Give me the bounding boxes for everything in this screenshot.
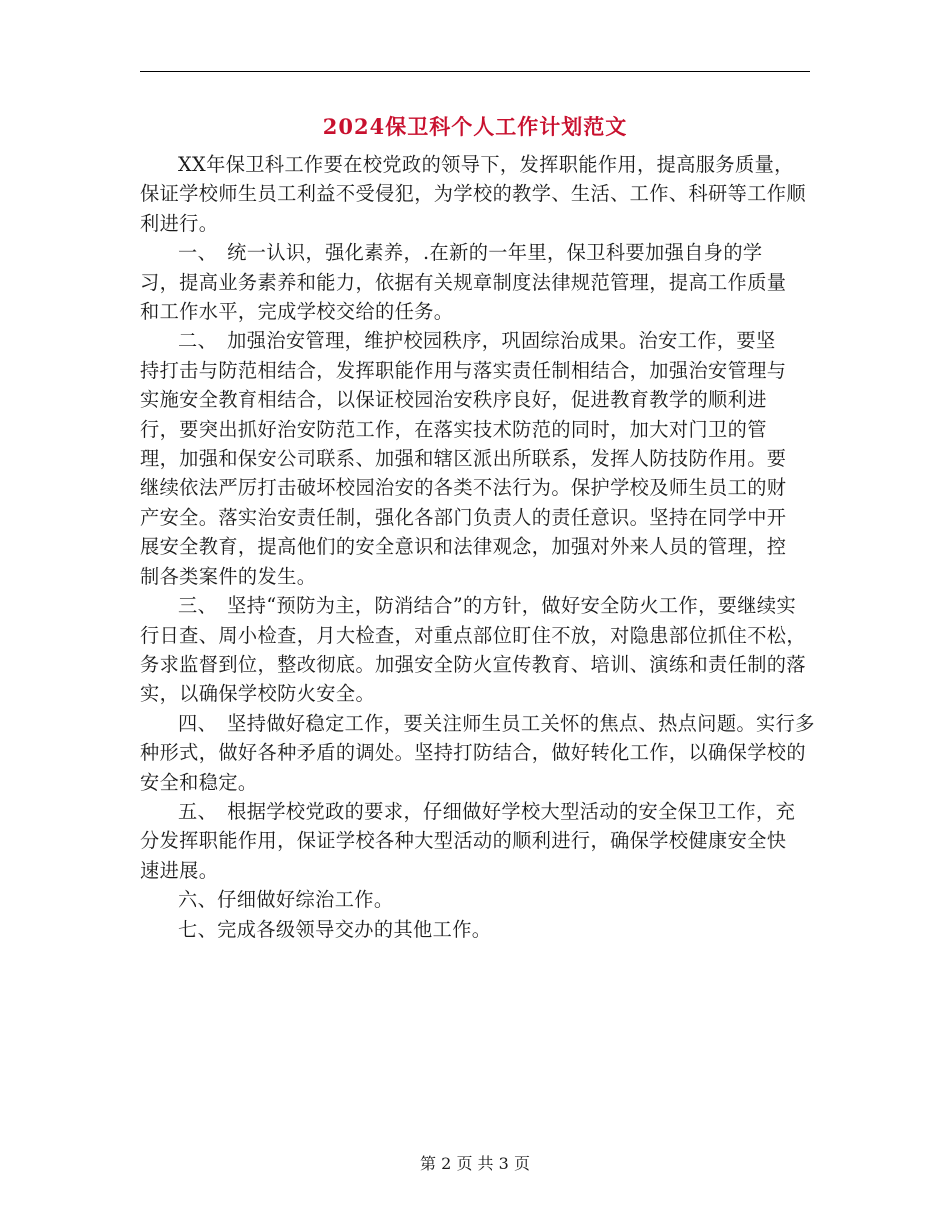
- header-rule: [140, 71, 810, 72]
- current-page-number: 2: [441, 1154, 452, 1173]
- footer-label-di: 第: [420, 1154, 437, 1173]
- section-7-paragraph: 七、完成各级领导交办的其他工作。: [178, 917, 492, 941]
- footer-label-ye: 页: [456, 1154, 473, 1173]
- section-5-paragraph: 五、 根据学校党政的要求，仔细做好学校大型活动的安全保卫工作，充分发挥职能作用，保证学校各种大型活动的顺利进行，确保学校健康安全快速进展。: [140, 799, 796, 882]
- page-footer: [0, 1154, 950, 1174]
- document-body: [140, 150, 820, 944]
- document-title: 2024保卫科个人工作计划范文: [322, 114, 628, 139]
- section-3-paragraph: 三、 坚持“预防为主，防消结合”的方针，做好安全防火工作，要继续实行日查、周小检查，月大检查，对重点部位盯住不放，对隐患部位抓住不松，务求监督到位，整改彻底。加强安全防火宣传教育、培训、演练和责任制的落实，以确保学校防火安全。: [140, 594, 806, 706]
- intro-paragraph: XX年保卫科工作要在校党政的领导下，发挥职能作用，提高服务质量，保证学校师生员工利益不受侵犯，为学校的教学、生活、工作、科研等工作顺利进行。: [140, 153, 806, 235]
- footer-label-ye-2: 页: [513, 1154, 530, 1173]
- footer-label-gong: 共: [477, 1154, 494, 1173]
- section-6-paragraph: 六、仔细做好综治工作。: [178, 888, 394, 912]
- total-page-count: 3: [498, 1154, 509, 1173]
- section-4-paragraph: 四、 坚持做好稳定工作，要关注师生员工关怀的焦点、热点问题。实行多种形式，做好各种矛盾的调处。坚持打防结合，做好转化工作，以确保学校的安全和稳定。: [140, 711, 815, 794]
- section-2-paragraph: 二、 加强治安管理，维护校园秩序，巩固综治成果。治安工作，要坚持打击与防范相结合，发挥职能作用与落实责任制相结合，加强治安管理与实施安全教育相结合，以保证校园治安秩序良好，促进教育教学的顺利进行，要突出抓好治安防范工作，在落实技术防范的同时，加大对门卫的管理，加强和保安公司联系、加强和辖区派出所联系，发挥人防技防作用。要继续依法严厉打击破坏校园治安的各类不法行为。保护学校及师生员工的财产安全。落实治安责任制，强化各部门负责人的责任意识。坚持在同学中开展安全教育，提高他们的安全意识和法律观念，加强对外来人员的管理，控制各类案件的发生。: [140, 329, 787, 588]
- section-1-paragraph: 一、 统一认识，强化素养，.在新的一年里，保卫科要加强自身的学习，提高业务素养和能力，依据有关规章制度法律规范管理，提高工作质量和工作水平，完成学校交给的任务。: [140, 241, 787, 324]
